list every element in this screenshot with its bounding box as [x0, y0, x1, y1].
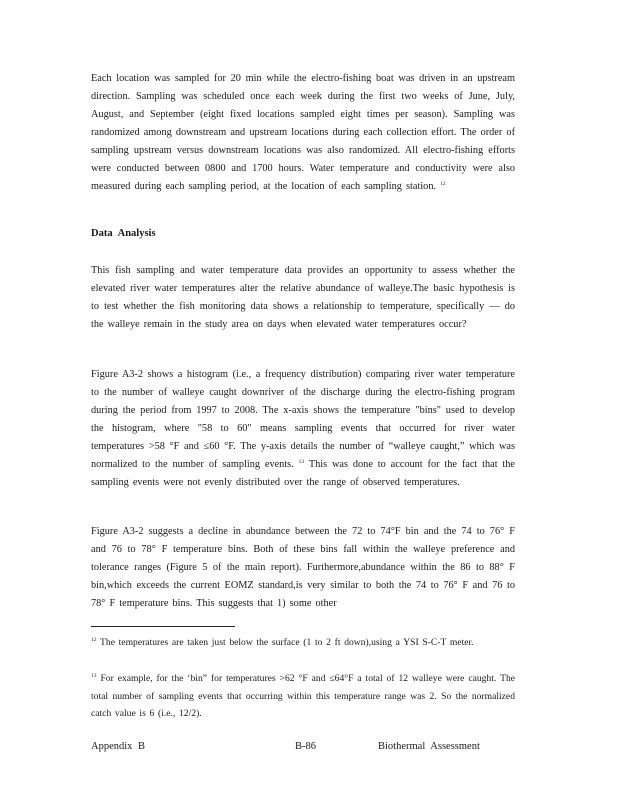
paragraph-text: Figure A3-2 shows a histogram (i.e., a frequency distribution) comparing river water temperature to the number of walleye caught downriver of the discharge during the electro-fishing program during the period from 1997 to 2008. The x-axis shows the temperature "bins" used to develop the histogram, where "58 to 60" means sampling events that occurred for river water temperatures >58 °F and ≤60 °F. The y-axis details the number of “walleye caught,” which was normalized to the number of sampling events.: [91, 369, 515, 470]
footnote-ref: 12: [440, 181, 446, 187]
paragraph-sampling-method: [91, 70, 515, 196]
footer-right: Biothermal Assessment: [378, 741, 480, 752]
section-heading: Data Analysis: [91, 228, 156, 239]
footnote-divider: [91, 626, 235, 627]
footnote-text: For example, for the ‘bin” for temperatures >62 °F and ≤64°F a total of 12 walleye were caught. The total number of sampling events that occurring within this temperature range was 2. So the normalized catch value is 6 (i.e., 12/2).: [91, 673, 515, 719]
footnote-number: 12: [91, 637, 97, 643]
footnote-ref: 13: [298, 459, 305, 465]
footnote-12: [91, 634, 515, 652]
footnote-text: The temperatures are taken just below the surface (1 to 2 ft down),using a YSI S-C-T meter.: [100, 637, 474, 648]
paragraph-text-tail: This was done to account for the fact that the sampling events were not evenly distributed over the range of observed temperatures.: [91, 459, 516, 488]
paragraph-decline: Figure A3-2 suggests a decline in abundance between the 72 to 74°F bin and the 74 to 76° F and 76 to 78° F temperature bins. Both of these bins fall within the walleye preference and tolerance ranges (Figure 5 of the main report). Furthermore,abundance within the 86 to 88° F bin,which exceeds the current EOMZ standard,is very similar to both the 74 to 76° F and 76 to 78° F temperature bins. This suggests that 1) some other: [91, 526, 515, 609]
footer-page-number: B-86: [295, 741, 316, 752]
paragraph-histogram: [91, 366, 515, 492]
footnote-13: [91, 670, 515, 723]
footer-left: Appendix B: [91, 741, 146, 752]
paragraph-text: Each location was sampled for 20 min while the electro-fishing boat was driven in an upstream direction. Sampling was scheduled once each week during the first two weeks of June, July, August, and September (eight fixed locations sampled eight times per season). Sampling was randomized among downstream and upstream locations during each collection effort. The order of sampling upstream versus downstream locations was also randomized. All electro-fishing efforts were conducted between 0800 and 1700 hours. Water temperature and conductivity were also measured during each sampling period, at the location of each sampling station.: [91, 73, 515, 192]
paragraph-hypothesis: This fish sampling and water temperature data provides an opportunity to assess whether the elevated river water temperatures alter the relative abundance of walleye.The basic hypothesis is to test whether the fish monitoring data shows a relationship to temperature, specifically — do the walleye remain in the study area on days when elevated water temperatures occur?: [91, 265, 515, 330]
footnote-number: 13: [91, 673, 97, 679]
